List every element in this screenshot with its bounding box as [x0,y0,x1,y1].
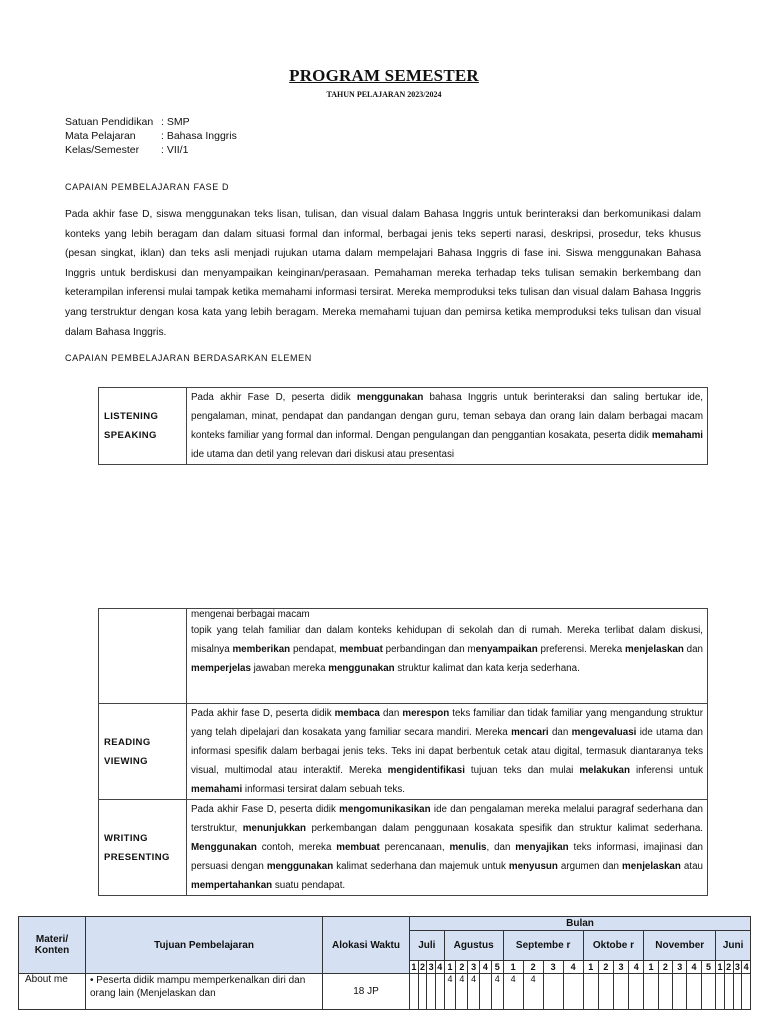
element-text-listening [187,388,708,465]
week-cell [629,974,644,1010]
week-cell [563,974,583,1010]
week-cell [687,974,701,1010]
text: dan [683,644,703,655]
week-cell [701,974,715,1010]
identity-row [65,144,188,156]
bold-term: mengidentifikasi [387,765,465,776]
text: perbandingan dan [382,644,468,655]
text: Pada akhir fase D, peserta didik [191,708,335,719]
week-cell [724,974,733,1010]
text: argumen dan [557,861,623,872]
bold-term: menjelaskan [622,861,681,872]
week-cell [613,974,628,1010]
week-number: 4 [629,961,644,974]
week-number: 1 [644,961,658,974]
week-cell: 4 [468,974,480,1010]
week-cell [598,974,613,1010]
identity-label: Kelas/Semester [65,144,140,156]
week-cell: 4 [444,974,456,1010]
week-number: 3 [673,961,687,974]
text: informasi tersirat dalam sebuah teks. [242,784,405,795]
text: teks familiar dan tidak familiar yang mengandung struktur yang telah dipelajari dan kosakata yang familiar secara mandiri. Mereka [191,708,703,738]
week-cell [418,974,427,1010]
bold-term: merespon [402,708,450,719]
bold-term: menjelaskan [625,644,684,655]
text: dan [379,708,403,719]
element-text-writing [187,800,708,896]
text: pendapat, [290,644,340,655]
week-number: 3 [734,962,740,972]
bold-term: Menggunakan [191,842,257,853]
text-clip [191,388,703,464]
text: ide dan pengalaman mereka melalui paragraf sederhana dan terstruktur, [191,804,703,834]
week-cell [742,974,751,1010]
table-row [19,974,751,1010]
label-line: SPEAKING [104,430,157,441]
semester-calendar-table [18,916,751,1010]
week-number: 2 [523,961,543,974]
bold-term: menggunakan [356,392,424,403]
text: bahasa Inggris untuk berinteraksi dan saling bertukar ide, pengalaman, minat, pendapat dan pandangan dengan guru, teman sebaya dan orang lain dalam berbagai macam konteks familiar yang formal dan informal. Dengan pengulangan dan penggantian kosakata, peserta didik [191,392,703,441]
bold-term: memahami [651,430,703,441]
week-cell [410,974,419,1010]
elements-table-part1 [98,387,708,465]
week-cell: 4 [503,974,523,1010]
cell-tujuan: • Peserta didik mampu memperkenalkan diri dan orang lain (Menjelaskan dan [86,974,323,1010]
element-text-listening-cont [187,609,708,704]
bold-term: melakukan [579,765,630,776]
week-number: 3 [613,961,628,974]
text-block [191,621,703,678]
week-number: 1 [444,961,456,974]
text: teks informasi, imajinasi dan persuasi dengan [191,842,703,872]
week-cell [733,974,742,1010]
month-header: Juni [716,931,751,961]
week-number: 5 [701,961,715,974]
week-cell [583,974,598,1010]
col-header-tujuan: Tujuan Pembelajaran [86,917,323,974]
week-number: 2 [726,962,732,972]
section-heading-cp-elemen: CAPAIAN PEMBELAJARAN BERDASARKAN ELEMEN [65,353,312,363]
text: struktur kalimat dan kata kerja sederhana. [394,663,580,674]
text: contoh, mereka [256,842,337,853]
bold-term: menyusun [508,861,558,872]
week-cell: 4 [491,974,503,1010]
col-header-materi: Materi/ Konten [19,917,86,974]
week-cell [716,974,725,1010]
element-label-listening-cont [99,609,187,704]
bold-term: memberikan [232,644,291,655]
text: suatu pendapat. [272,880,346,891]
week-number: 3 [468,961,480,974]
text: Pada akhir Fase D, peserta didik [191,804,340,815]
week-number: 1 [583,961,598,974]
month-header: Agustus [444,931,503,961]
bold-term: enyampaikan [475,644,538,655]
identity-value: : Bahasa Inggris [161,130,237,142]
element-label-listening [99,388,187,465]
page-title: PROGRAM SEMESTER [289,66,479,85]
text: tujuan teks dan mulai [464,765,580,776]
text: ide utama dan informasi spesifik dalam berbagai jenis teks. Teks ini dapat berbentuk cetak atau digital, termasuk diantaranya teks visual, multimodal atau interaktif. Mereka [191,727,703,776]
text: perkembangan dalam penggunaan kosakata spesifik dan struktur kalimat sederhana. [305,823,704,834]
label-line: VIEWING [104,755,148,767]
month-header: November [644,931,716,961]
week-number: 2 [658,961,672,974]
identity-row [65,116,190,128]
bold-term: memahami [191,784,243,795]
text: jawaban mereka [250,663,329,674]
week-cell [644,974,658,1010]
label-line: READING [104,736,151,748]
elements-table-part2 [98,608,708,896]
week-number: 1 [717,962,723,972]
week-number: 1 [503,961,523,974]
bold-term: menunjukkan [242,823,306,834]
bold-term: mencari [511,727,549,738]
identity-row [65,130,237,142]
week-number: 2 [456,961,468,974]
month-header: Septembe r [503,931,583,961]
label-line: WRITING [104,832,148,844]
week-cell [543,974,563,1010]
bold-term: membuat [339,644,383,655]
bold-term: membaca [334,708,380,719]
week-number: 5 [491,961,503,974]
text: perencanaan, [379,842,450,853]
label-line: LISTENING [104,411,159,422]
text: m [467,644,476,655]
bold-term: memperjelas [191,663,251,674]
week-cell [658,974,672,1010]
bold-term: menyajikan [515,842,569,853]
element-text-reading [187,704,708,800]
week-cell: 4 [456,974,468,1010]
week-number: 4 [437,962,443,972]
cell-materi: About me [19,974,86,1010]
text: inferensi untuk [630,765,703,776]
bold-term: menggunakan [328,663,395,674]
week-number: 2 [419,962,425,972]
section-heading-cp-fase-d: CAPAIAN PEMBELAJARAN FASE D [65,182,230,192]
bold-term: mempertahankan [191,880,273,891]
bold-term: menulis [449,842,487,853]
text: atau [680,861,703,872]
bold-term: membuat [336,842,380,853]
identity-label: Satuan Pendidikan [65,116,154,128]
week-number: 1 [411,962,417,972]
text: Pada akhir Fase D, peserta didik [191,392,357,403]
bold-term: mengomunikasikan [339,804,431,815]
week-number: 4 [563,961,583,974]
month-header: Oktobe r [583,931,644,961]
week-cell [427,974,436,1010]
text: mengenai berbagai macam [191,609,310,620]
week-number: 4 [743,962,749,972]
week-number: 4 [687,961,701,974]
week-number: 4 [480,961,492,974]
cp-paragraph: Pada akhir fase D, siswa menggunakan teks lisan, tulisan, dan visual dalam Bahasa Inggris untuk berinteraksi dan berkomunikasi dalam konteks yang lebih beragam dan dalam situasi formal dan informal, berbagai jenis teks seperti narasi, deskripsi, prosedur, teks khusus (pesan singkat, iklan) dan teks asli menjadi rujukan utama dalam mempelajari Bahasa Inggris di fase ini. Siswa menggunakan Bahasa Inggris untuk berdiskusi dan menyampaikan keinginan/perasaan. Pemahaman mereka terhadap teks tulisan semakin berkembang dan keterampilan inferensi mulai tampak ketika memahami informasi tersirat. Mereka memproduksi teks tulisan dan visual dalam Bahasa Inggris yang terstruktur dengan kosa kata yang lebih beragam. Mereka memahami tujuan dan pemirsa ketika memproduksi teks tulisan dan visual dalam Bahasa Inggris. [65,209,701,338]
cell-alokasi: 18 JP [323,974,410,1010]
bold-term: menggunakan [266,861,334,872]
month-header: Juli [410,931,445,961]
week-cell: 4 [523,974,543,1010]
element-label-writing [99,800,187,896]
col-header-alokasi: Alokasi Waktu [323,917,410,974]
text: ide utama dan detil yang relevan dari diskusi atau presentasi [191,449,455,460]
element-label-reading [99,704,187,800]
week-number: 3 [428,962,434,972]
identity-label: Mata Pelajaran [65,130,136,142]
page-subtitle: TAHUN PELAJARAN 2023/2024 [326,90,442,99]
text: dan [548,727,572,738]
week-cell [480,974,492,1010]
text: kalimat sederhana dan majemuk untuk [333,861,509,872]
col-header-bulan: Bulan [410,917,751,931]
label-line: PRESENTING [104,851,170,863]
text: topik yang telah familiar dan dalam konteks kehidupan di sekolah dan di rumah. Mereka terlibat dalam diskusi, misalnya [191,625,703,655]
text: , dan [486,842,516,853]
week-number: 2 [598,961,613,974]
identity-value: : VII/1 [161,144,189,156]
text: preferensi. Mereka [537,644,626,655]
week-cell [673,974,687,1010]
week-cell [435,974,444,1010]
identity-value: : SMP [161,116,190,128]
bold-term: mengevaluasi [571,727,637,738]
week-number: 3 [543,961,563,974]
